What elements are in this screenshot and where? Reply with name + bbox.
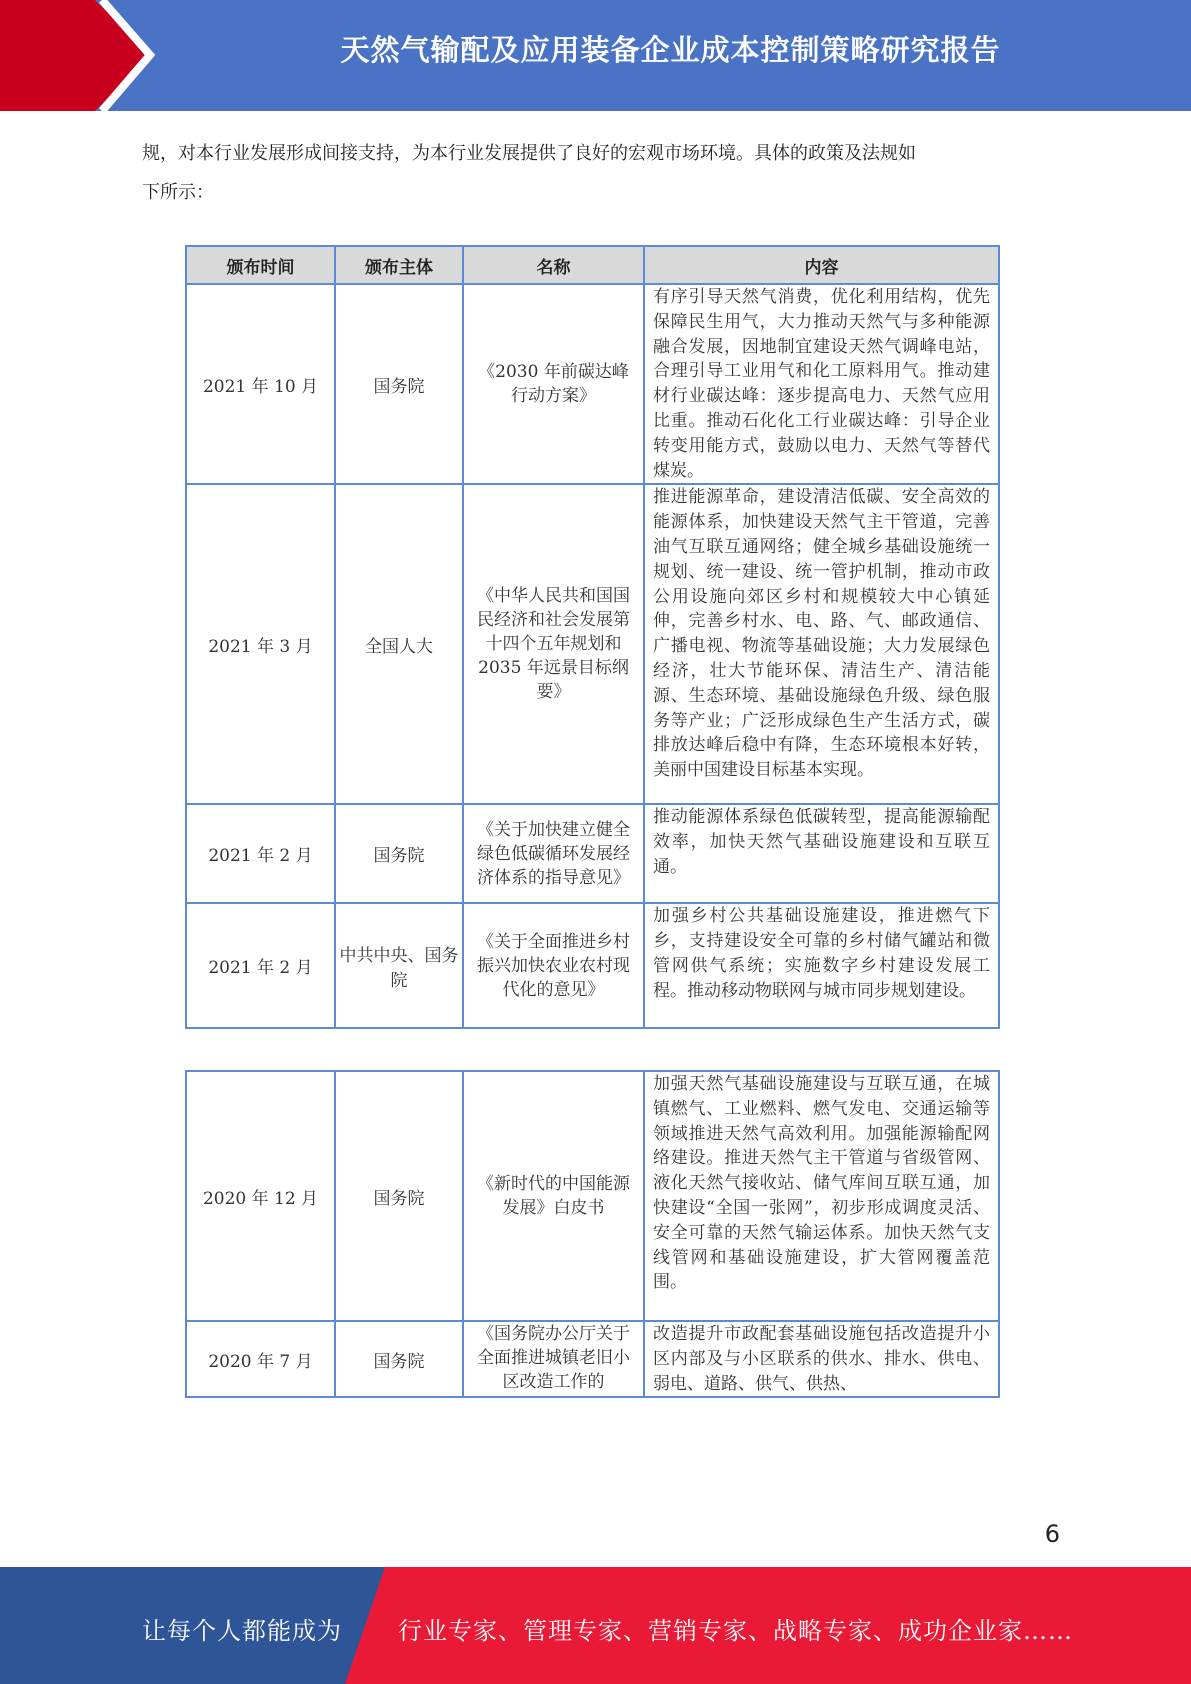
- cell-name: 《关于全面推进乡村振兴加快农业农村现代化的意见》: [463, 903, 644, 1028]
- intro-paragraph: [142, 134, 1062, 212]
- cell-content: 推动能源体系绿色低碳转型，提高能源输配效率，加快天然气基础设施建设和互联互通。: [644, 804, 999, 903]
- cell-date: 2021 年 3 月: [186, 484, 335, 804]
- cell-name: 《关于加快建立健全绿色低碳循环发展经济体系的指导意见》: [463, 804, 644, 903]
- cell-date: 2020 年 7 月: [186, 1321, 335, 1397]
- col-header-name: 名称: [463, 246, 644, 284]
- cell-issuer: 国务院: [335, 1321, 463, 1397]
- cell-content: 有序引导天然气消费，优化利用结构，优先保障民生用气，大力推动天然气与多种能源融合发展，因地制宜建设天然气调峰电站，合理引导工业用气和化工原料用气。推动建材行业碳达峰：逐步提高电力、天然气应用比重。推动石化化工行业碳达峰：引导企业转变用能方式，鼓励以电力、天然气等替代煤炭。: [644, 284, 999, 484]
- cell-issuer: 中共中央、国务院: [335, 903, 463, 1028]
- cell-issuer: 国务院: [335, 804, 463, 903]
- cell-issuer: 全国人大: [335, 484, 463, 804]
- col-header-date: 颁布时间: [186, 246, 335, 284]
- cell-name: 《中华人民共和国国民经济和社会发展第十四个五年规划和 2035 年远景目标纲要》: [463, 484, 644, 804]
- table-row: [186, 903, 999, 1028]
- cell-date: 2021 年 10 月: [186, 284, 335, 484]
- cell-content: 加强乡村公共基础设施建设，推进燃气下乡，支持建设安全可靠的乡村储气罐站和微管网供气系统；实施数字乡村建设发展工程。推动移动物联网与城市同步规划建设。: [644, 903, 999, 1028]
- col-header-issuer: 颁布主体: [335, 246, 463, 284]
- cell-date: 2021 年 2 月: [186, 903, 335, 1028]
- page-number: 6: [1044, 1520, 1060, 1548]
- cell-name: 《2030 年前碳达峰行动方案》: [463, 284, 644, 484]
- report-title: 天然气输配及应用装备企业成本控制策略研究报告: [340, 33, 1001, 67]
- cell-issuer: 国务院: [335, 1071, 463, 1321]
- cell-date: 2021 年 2 月: [186, 804, 335, 903]
- intro-line-1: 规，对本行业发展形成间接支持，为本行业发展提供了良好的宏观市场环境。具体的政策及法规如: [142, 143, 916, 164]
- cell-content: 加强天然气基础设施建设与互联互通，在城镇燃气、工业燃料、燃气发电、交通运输等领域推进天然气高效利用。加强能源输配网络建设。推进天然气主干管道与省级管网、液化天然气接收站、储气库间互联互通，加快建设“全国一张网”，初步形成调度灵活、安全可靠的天然气输运体系。加快天然气支线管网和基础设施建设，扩大管网覆盖范围。: [644, 1071, 999, 1321]
- intro-line-2: 下所示：: [142, 182, 214, 203]
- policy-table-part-1: [185, 245, 1000, 1029]
- col-header-content: 内容: [644, 246, 999, 284]
- cell-name: 《国务院办公厅关于全面推进城镇老旧小区改造工作的: [463, 1321, 644, 1397]
- table-row: [186, 484, 999, 804]
- table-row: [186, 804, 999, 903]
- table-row: [186, 1321, 999, 1397]
- cell-date: 2020 年 12 月: [186, 1071, 335, 1321]
- footer-slogan-right: 行业专家、管理专家、营销专家、战略专家、成功企业家……: [398, 1617, 1073, 1645]
- table-row: [186, 1071, 999, 1321]
- cell-name: 《新时代的中国能源发展》白皮书: [463, 1071, 644, 1321]
- table-header-row: [186, 246, 999, 284]
- cell-content: 改造提升市政配套基础设施包括改造提升小区内部及与小区联系的供水、排水、供电、弱电、道路、供气、供热、: [644, 1321, 999, 1397]
- cell-content: 推进能源革命，建设清洁低碳、安全高效的能源体系，加快建设天然气主干管道，完善油气互联互通网络；健全城乡基础设施统一规划、统一建设、统一管护机制，推动市政公用设施向郊区乡村和规模较大中心镇延伸，完善乡村水、电、路、气、邮政通信、广播电视、物流等基础设施；大力发展绿色经济，壮大节能环保、清洁生产、清洁能源、生态环境、基础设施绿色升级、绿色服务等产业；广泛形成绿色生产生活方式，碳排放达峰后稳中有降，生态环境根本好转，美丽中国建设目标基本实现。: [644, 484, 999, 804]
- policy-table-part-2: [185, 1070, 1000, 1398]
- footer-slogan-left: 让每个人都能成为: [142, 1617, 342, 1645]
- table-row: [186, 284, 999, 484]
- header-red-block: [0, 0, 150, 111]
- cell-issuer: 国务院: [335, 284, 463, 484]
- page-header: [0, 0, 1191, 111]
